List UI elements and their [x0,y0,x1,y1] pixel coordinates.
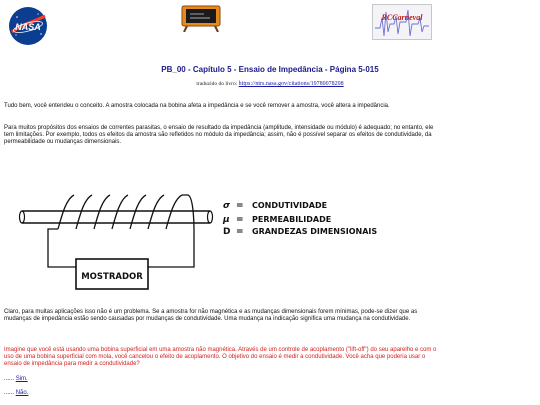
answer-option-yes [4,376,28,382]
legend-symbol-permeability: μ [223,215,230,225]
nasa-logo [8,6,48,46]
answer-link-no[interactable]: Não. [15,390,29,396]
paragraph-conductivity: Claro, para muitas aplicações isso não é um problema. Se a amostra for não magnética e as mudanças dimensionais forem mínimas, pode-se dizer que as mudanças de impedância estão sendo causadas por mudanças de condutividade. Uma mudança na indicação significa uma mudança na condutividade. [4,309,418,322]
paragraph-limitations: Para muitos propósitos dos ensaios de correntes parasitas, o ensaio de resultado da impedância (amplitude, intensidade ou módulo) é adequado; no entanto, ele tem limitações. Por exemplo, todos os efeitos da amostra são refletidos no módulo da impedância; assim, não é possível separar os efeitos de condutividade, da permeabilidade ou mudanças dimensionais. [4,125,434,145]
legend-eq-dimensions: = [236,227,244,237]
answer-option-no [4,390,28,396]
legend-label-conductivity: CONDUTIVIDADE [252,201,328,210]
coil-diagram [18,185,388,295]
source-prefix: traduzido do livro: [196,81,238,87]
nasa-logo-text: NASA [15,22,41,32]
rc-carneval-logo [372,4,432,40]
legend-eq-conductivity: = [236,201,244,211]
answer-prefix: ...... [4,390,15,396]
legend-symbol-dimensions: D [223,227,231,237]
question-text: Imagine que você está usando uma bobina superficial em uma amostra não magnética. Através de um controle de acoplamento ("lift-off") do seu aparelho e com o uso de uma bobina superficial com mola, você cancelou o efeito de acoplamento. O objetivo do ensaio é medir a condutividade. Você acha que poderia usar o ensaio de impedância para medir a condutividade? [4,347,437,367]
coil-winding [58,195,182,229]
source-line [0,81,540,87]
display-box [76,259,148,289]
chalkboard-icon [178,4,224,32]
answer-prefix: ...... [4,376,15,382]
display-label: MOSTRADOR [81,272,143,282]
legend-label-permeability: PERMEABILIDADE [252,215,332,224]
source-link[interactable]: https://ntrs.nasa.gov/citations/19780078298 [238,81,344,87]
page-title: PB_00 - Capítulo 5 - Ensaio de Impedância - Página 5-015 [161,65,379,74]
coil-leads [48,195,194,267]
legend-symbol-conductivity: σ [223,201,231,211]
legend-eq-permeability: = [236,215,244,225]
paragraph-intro: Tudo bem, você entendeu o conceito. A amostra colocada na bobina afeta a impedância e se você remover a amostra, você altera a impedância. [4,103,390,109]
rc-logo-text: RCCarneval [381,13,423,22]
answer-link-yes[interactable]: Sim. [15,376,28,382]
diagram-legend [222,201,377,237]
legend-label-dimensions: GRANDEZAS DIMENSIONAIS [252,227,378,236]
